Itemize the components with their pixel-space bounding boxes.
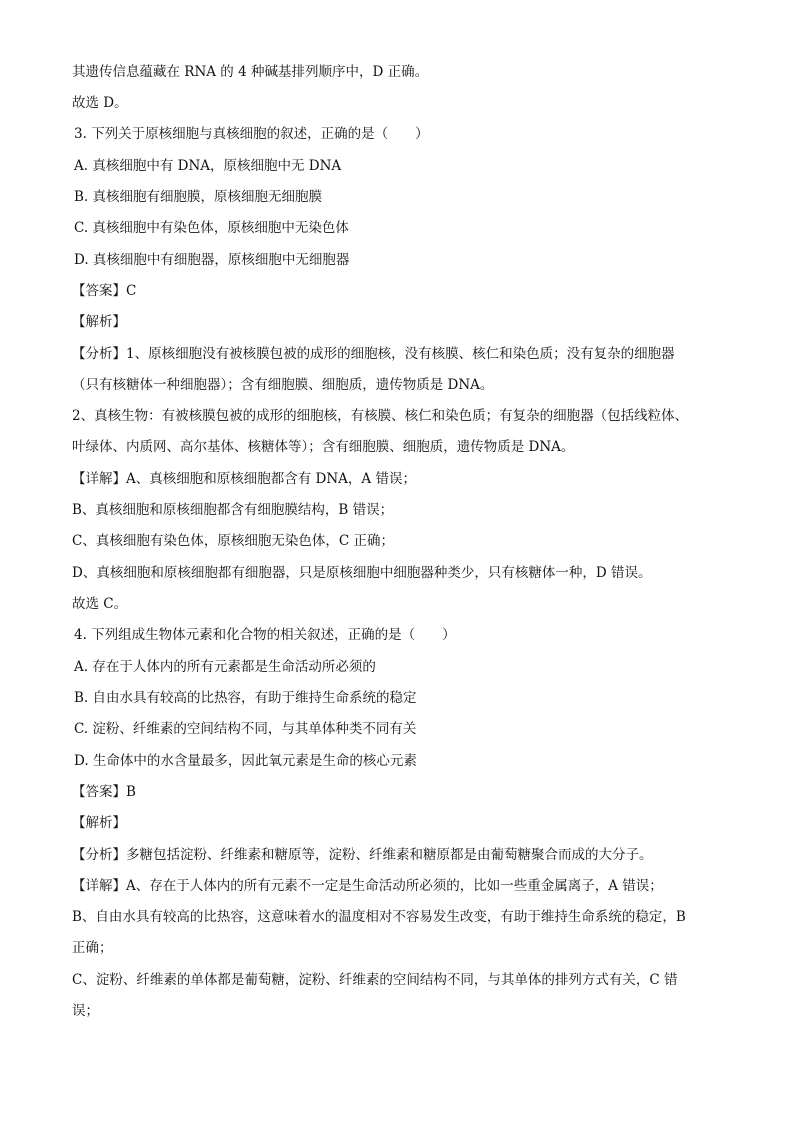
- text-line: 故选 D。: [72, 95, 128, 111]
- text-line: 【分析】多糖包括淀粉、纤维素和糖原等，淀粉、纤维素和糖原都是由葡萄糖聚合而成的大分子。: [72, 847, 653, 863]
- text-line: 【详解】A、存在于人体内的所有元素不一定是生命活动所必须的，比如一些重金属离子，A 错误；: [72, 878, 663, 894]
- text-line: 误；: [72, 1003, 99, 1019]
- text-line: C、淀粉、纤维素的单体都是葡萄糖，淀粉、纤维素的空间结构不同，与其单体的排列方式有关，C 错: [72, 972, 678, 988]
- option-a: A. 存在于人体内的所有元素都是生命活动所必须的: [74, 659, 376, 675]
- analysis-label: 【解析】: [72, 314, 126, 330]
- text-line: 故选 C。: [72, 596, 128, 612]
- text-line: B、自由水具有较高的比热容，这意味着水的温度相对不容易发生改变，有助于维持生命系统的稳定，B: [72, 909, 686, 925]
- text-line: 【分析】1、原核细胞没有被核膜包被的成形的细胞核，没有核膜、核仁和染色质；没有复杂的细胞器: [72, 346, 675, 362]
- text-line: 其遗传信息蕴藏在 RNA 的 4 种碱基排列顺序中，D 正确。: [72, 64, 429, 80]
- option-b: B. 真核细胞有细胞膜，原核细胞无细胞膜: [74, 189, 323, 205]
- text-line: C、真核细胞有染色体，原核细胞无染色体，C 正确；: [72, 533, 394, 549]
- option-d: D. 生命体中的水含量最多，因此氧元素是生命的核心元素: [74, 753, 417, 769]
- text-line: （只有核糖体一种细胞器）；含有细胞膜、细胞质，遗传物质是 DNA。: [72, 377, 494, 393]
- option-a: A. 真核细胞中有 DNA，原核细胞中无 DNA: [74, 158, 342, 174]
- question-title: 3. 下列关于原核细胞与真核细胞的叙述，正确的是（ ）: [74, 126, 429, 142]
- option-c: C. 淀粉、纤维素的空间结构不同，与其单体种类不同有关: [74, 721, 417, 737]
- question-title: 4. 下列组成生物体元素和化合物的相关叙述，正确的是（ ）: [74, 627, 456, 643]
- answer-label: 【答案】C: [72, 283, 137, 299]
- text-line: B、真核细胞和原核细胞都含有细胞膜结构，B 错误；: [72, 502, 394, 518]
- text-line: 2、真核生物：有被核膜包被的成形的细胞核，有核膜、核仁和染色质；有复杂的细胞器（包括线粒体、: [72, 408, 689, 424]
- text-line: 正确；: [72, 940, 113, 956]
- text-line: D、真核细胞和原核细胞都有细胞器，只是原核细胞中细胞器种类少，只有核糖体一种，D 错误。: [72, 565, 652, 581]
- option-b: B. 自由水具有较高的比热容，有助于维持生命系统的稳定: [74, 690, 417, 706]
- analysis-label: 【解析】: [72, 815, 126, 831]
- text-line: 【详解】A、真核细胞和原核细胞都含有 DNA，A 错误；: [72, 471, 416, 487]
- option-c: C. 真核细胞中有染色体，原核细胞中无染色体: [74, 220, 349, 236]
- option-d: D. 真核细胞中有细胞器，原核细胞中无细胞器: [74, 252, 350, 268]
- text-line: 叶绿体、内质网、高尔基体、核糖体等）；含有细胞膜、细胞质，遗传物质是 DNA。: [72, 439, 575, 455]
- answer-label: 【答案】B: [72, 784, 136, 800]
